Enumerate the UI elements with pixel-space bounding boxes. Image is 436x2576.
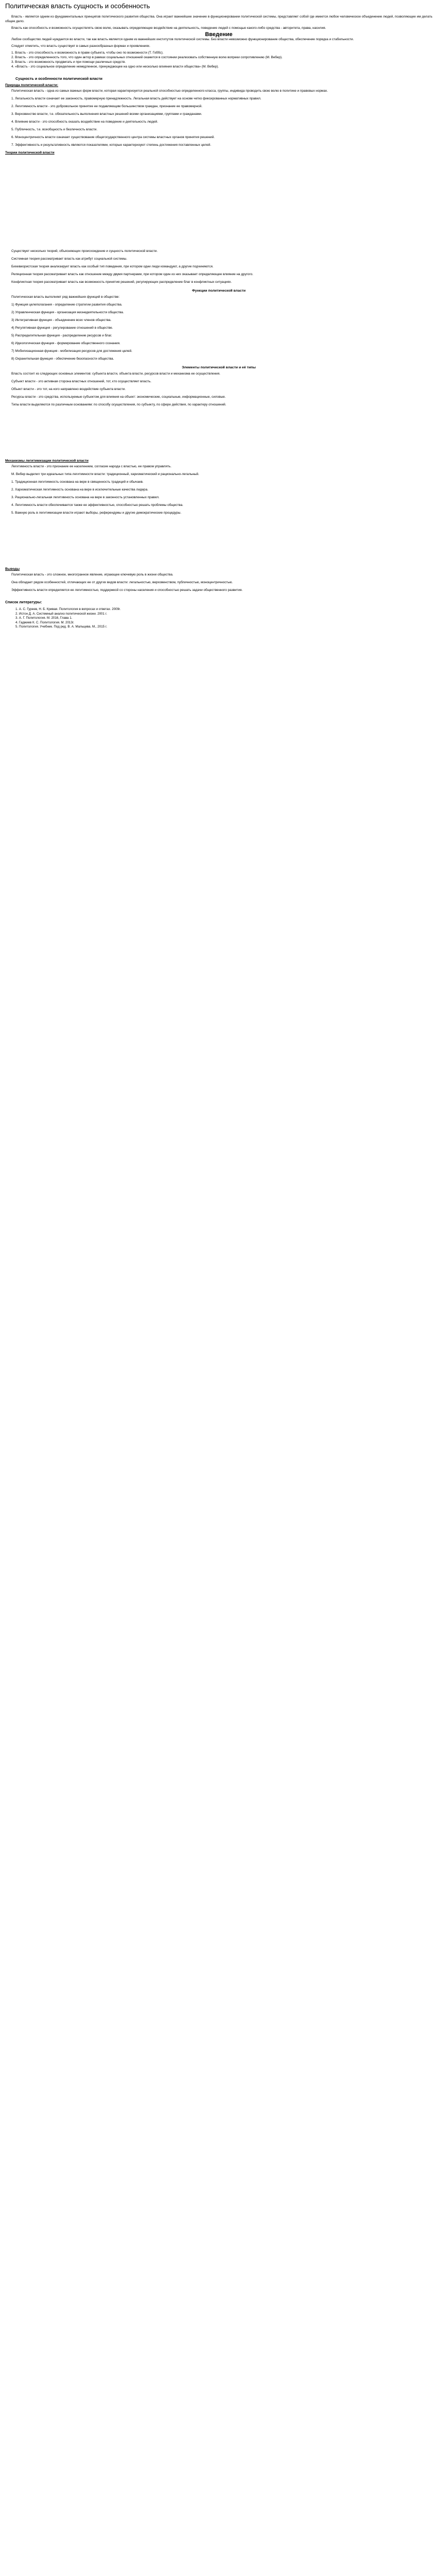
- intro-paragraph: Власть как способность и возможность осуществлять свою волю, оказывать определяющее воздействие на деятельность, поведение людей с помощью какого-либо средства - авторитета, права, насилия.: [11, 26, 326, 30]
- list-item: 7) Мобилизационная функция - мобилизация ресурсов для достижения целей.: [11, 349, 132, 353]
- paragraph: 2. Харизматическая легитимность основана на вере в исключительные качества лидера.: [11, 488, 148, 492]
- intro-paragraph: Следует отметить, что власть существует в самых разнообразных формах и проявлениях.: [11, 44, 150, 48]
- blank-space: [5, 410, 432, 456]
- section-title: Сущность и особенности политической власти: [15, 76, 102, 81]
- paragraph: 3. Верховенство власти, т.е. обязательность выполнения властных решений всеми организациями, группами и гражданами.: [11, 112, 202, 116]
- legitimacy-heading: Механизмы легитимизации политической власти: [5, 459, 89, 463]
- list-item: 3) Интегративная функция - объединение всех членов общества.: [11, 318, 112, 322]
- paragraph: 6. Моноцентричность власти означает существование общегосударственного центра системы властных органов принятия решений.: [11, 135, 215, 139]
- paragraph: Реляционная теория рассматривает власть как отношение между двумя партнерами, при котором один из них оказывает определяющее влияние на другого.: [11, 273, 253, 276]
- paragraph: 1. Легальность власти означает ее законность, правомерную принадлежность. Легальная власть действует на основе четко фиксированных нормативных правил.: [11, 97, 261, 100]
- blank-space: [5, 156, 432, 249]
- reference-item: 2. Истон Д. А. Системный анализ политической жизни. 2001 г.: [15, 612, 108, 616]
- paragraph: Политическая власть - одна из самых важных форм власти, которая характеризуется реальной способностью определенного класса, группы, индивида проводить свою волю в политике и правовых нормах.: [11, 89, 328, 93]
- references-heading: Список литературы:: [5, 601, 42, 604]
- list-item: 6) Идеологическая функция - формирование общественного сознания.: [11, 342, 120, 345]
- paragraph: 4. Легитимность власти обеспечивается также ее эффективностью, способностью решать проблемы общества.: [11, 503, 183, 507]
- list-item: 2) Управленческая функция - организация жизнедеятельности общества.: [11, 311, 124, 314]
- paragraph: 4. Влияние власти - это способность оказать воздействие на поведение и деятельность людей.: [11, 120, 158, 124]
- intro-heading: Введение: [205, 31, 233, 38]
- paragraph: Системная теория рассматривает власть как атрибут социальной системы.: [11, 257, 128, 261]
- functions-heading: Функции политической власти: [191, 289, 246, 293]
- paragraph: Политическая власть выполняет ряд важнейших функций в обществе:: [11, 295, 120, 299]
- intro-list: [5, 50, 432, 69]
- elements-heading: Элементы политической власти и её типы: [182, 366, 256, 369]
- page-title: Политическая власть сущность и особенность: [5, 2, 150, 10]
- paragraph: Эффективность власти определяется ее легитимностью, поддержкой со стороны населения и способностью решать задачи общественного развития.: [11, 588, 243, 592]
- paragraph: Субъект власти - это активная сторона властных отношений, тот, кто осуществляет власть.: [11, 380, 152, 383]
- paragraph: 5. Публичность, т.е. всеобщность и безличность власти.: [11, 128, 98, 131]
- paragraph: 5. Важную роль в легитимизации власти играют выборы, референдумы и другие демократические процедуры.: [11, 511, 182, 515]
- list-item: 1) Функция целеполагания - определение стратегии развития общества.: [11, 303, 123, 307]
- paragraph: Объект власти - это тот, на кого направлено воздействие субъекта власти.: [11, 387, 126, 391]
- subheading: Природа политической власти:: [5, 83, 59, 87]
- paragraph: Легитимность власти - это признание ее населением, согласие народа с властью, ее правом управлять.: [11, 465, 171, 468]
- paragraph: Ресурсы власти - это средства, используемые субъектом для влияния на объект: экономические, социальные, информационные, силовые.: [11, 395, 226, 399]
- nature-section: [5, 83, 432, 592]
- paragraph: Конфликтная теория рассматривает власть как возможность принятия решений, регулирующих распределение благ в конфликтных ситуациях.: [11, 280, 232, 284]
- references-list: [5, 607, 432, 630]
- list-item: 2. Власть - это определенность того, что один актор в рамках социальных отношений окажется в состоянии реализовать собственную волю вопреки сопротивлению (М. Вебер).: [11, 56, 283, 59]
- list-item: 5) Распределительная функция - распределение ресурсов и благ.: [11, 334, 112, 337]
- list-item: 3. Власть - это возможность продвигать и при помощи различных средств.: [11, 60, 126, 64]
- paragraph: М. Вебер выделил три идеальных типа легитимности власти: традиционный, харизматический и рационально-легальный.: [11, 472, 199, 476]
- paragraph: Существует несколько теорий, объясняющих происхождение и сущность политической власти.: [11, 249, 158, 253]
- reference-item: 4. Гаджиев К. С. Политология. М. 2013г.: [15, 620, 75, 624]
- paragraph: Типы власти выделяются по различным основаниям: по способу осуществления, по субъекту, по сфере действия, по характеру отношений.: [11, 403, 226, 406]
- document: [5, 2, 432, 630]
- intro-paragraph: Любое сообщество людей нуждается во власти, так как власть является одним из важнейших институтов политической системы. Без власти невозможно функционирование общества, обеспечение порядка и стабильности.: [11, 38, 354, 41]
- paragraph: Политическая власть - это сложное, многогранное явление, играющее ключевую роль в жизни общества.: [11, 573, 173, 577]
- paragraph: 3. Рационально-легальная легитимность основана на вере в законность установленных правил.: [11, 496, 160, 499]
- list-item: 1. Власть - это способность и возможность в праве субъекта, чтобы оно по возможности (Т. Гоббс).: [11, 51, 164, 55]
- paragraph: 2. Легитимность власти - это добровольное принятие ее подавляющим большинством граждан, признание ее правомерной.: [11, 105, 202, 108]
- reference-item: 5. Политология. Учебник. Под ред. В. А. Мальцева. М., 2015 г.: [15, 625, 108, 629]
- paragraph: Власть состоит из следующих основных элементов: субъекта власти, объекта власти, ресурсов власти и механизма ее осуществления.: [11, 372, 220, 376]
- paragraph: Она обладает рядом особенностей, отличающих ее от других видов власти: легальностью, верховенством, публичностью, моноцентричностью.: [11, 581, 233, 584]
- list-item: 8) Охранительная функция - обеспечение безопасности общества.: [11, 357, 114, 361]
- intro-paragraph: Власть - является одним из фундаментальных принципов политического развития общества. Она играет важнейшее значение в функционировании политической системы, представляет собой где имеется любое человеческое объединение людей, позволяющее им делать общее дело.: [5, 15, 432, 23]
- reference-item: 1. А. С. Гуреев, Н. Б. Кривая. Политология в вопросах и ответах. 2009г.: [15, 607, 121, 611]
- intro-section: [5, 14, 432, 69]
- list-item: 4) Регулятивная функция - регулирование отношений в обществе.: [11, 326, 113, 330]
- conclusion-heading: Выводы: [5, 567, 20, 571]
- blank-space: [5, 518, 432, 565]
- reference-item: 3. А. Г. Политология. М. 2016, Глава 1.: [15, 616, 73, 620]
- paragraph: 7. Эффективность и результативность являются показателями, которые характеризуют степень достижения поставленных целей.: [11, 143, 212, 147]
- paragraph: Бихевиористская теория анализирует власть как особый тип поведения, при котором одни люди командуют, а другие подчиняются.: [11, 265, 214, 268]
- subheading: Теории политической власти: [5, 151, 55, 155]
- list-item: 4. «Власть - это социальное определение немедленное, принуждающее на одно или несколько влияния власти общества» (М. Вебер).: [11, 65, 219, 69]
- paragraph: 1. Традиционная легитимность основана на вере в священность традиций и обычаев.: [11, 480, 144, 484]
